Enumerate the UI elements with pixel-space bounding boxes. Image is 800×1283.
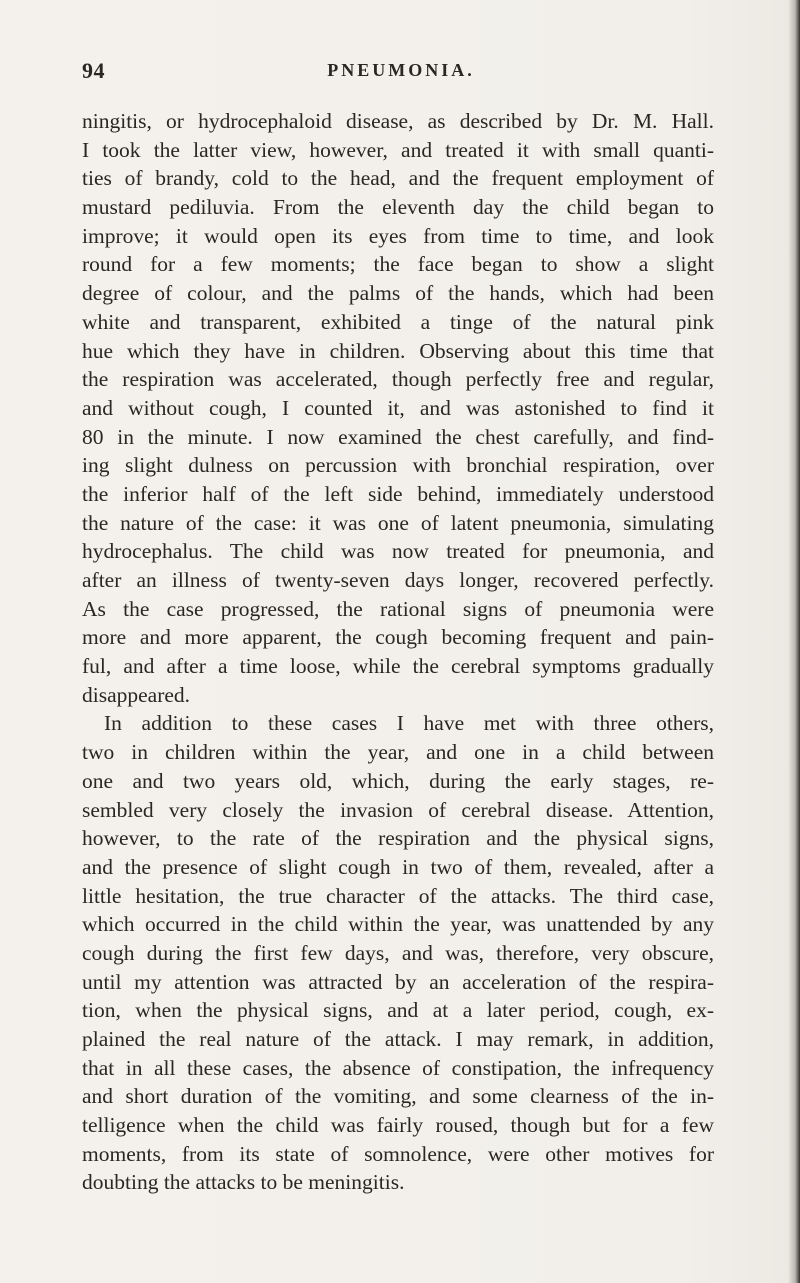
text-line: however, to the rate of the respiration and the physical signs, [82, 826, 714, 851]
text-line: ful, and after a time loose, while the cerebral symptoms gradually [82, 654, 714, 679]
text-line: the inferior half of the left side behind, immediately understood [82, 481, 714, 506]
text-line: after an illness of twenty-seven days longer, recovered perfectly. [82, 568, 714, 592]
text-line: mustard pediluvia. From the eleventh day the child began to [82, 195, 714, 220]
text-line: which occurred in the child within the year, was unattended by any [82, 912, 714, 937]
text-line: plained the real nature of the attack. I may remark, in addition, [82, 1027, 714, 1051]
page-number: 94 [82, 58, 105, 83]
page-header [82, 58, 720, 86]
text-line: and short duration of the vomiting, and some clearness of the in- [82, 1084, 714, 1109]
text-line: telligence when the child was fairly roused, though but for a few [82, 1113, 714, 1138]
text-line: moments, from its state of somnolence, were other motives for [82, 1141, 714, 1166]
text-line: and without cough, I counted it, and was astonished to find it [82, 395, 714, 420]
text-line: white and transparent, exhibited a tinge of the natural pink [82, 309, 714, 334]
body-text [82, 107, 714, 1197]
text-line: more and more apparent, the cough becoming frequent and pain- [82, 625, 714, 650]
paragraph-start-line: In addition to these cases I have met with three others, [104, 711, 714, 736]
text-line: I took the latter view, however, and treated it with small quanti- [82, 137, 714, 162]
text-line: one and two years old, which, during the early stages, re- [82, 768, 714, 793]
text-line: until my attention was attracted by an acceleration of the respira- [82, 969, 714, 994]
text-line: cough during the first few days, and was, therefore, very obscure, [82, 940, 714, 965]
text-line: tion, when the physical signs, and at a later period, cough, ex- [82, 998, 714, 1023]
text-line: that in all these cases, the absence of constipation, the infrequency [82, 1055, 714, 1080]
text-line: round for a few moments; the face began to show a slight [82, 252, 714, 277]
text-line: hue which they have in children. Observing about this time that [82, 338, 714, 363]
text-line: the nature of the case: it was one of latent pneumonia, simulating [82, 510, 714, 535]
page-gutter-shadow [788, 0, 800, 1283]
text-line: little hesitation, the true character of the attacks. The third case, [82, 883, 714, 908]
paragraph-end-line: doubting the attacks to be meningitis. [82, 1170, 405, 1195]
text-line: ties of brandy, cold to the head, and the frequent employment of [82, 166, 714, 191]
text-line: 80 in the minute. I now examined the chest carefully, and find- [82, 424, 714, 449]
text-line: improve; it would open its eyes from time to time, and look [82, 223, 714, 248]
text-line: As the case progressed, the rational signs of pneumonia were [82, 596, 714, 621]
text-line: ningitis, or hydrocephaloid disease, as described by Dr. M. Hall. [82, 109, 714, 133]
text-line: ing slight dulness on percussion with bronchial respiration, over [82, 453, 714, 478]
text-line: the respiration was accelerated, though perfectly free and regular, [82, 367, 714, 392]
text-line: sembled very closely the invasion of cerebral disease. Attention, [82, 797, 714, 822]
running-head: PNEUMONIA. [327, 60, 475, 80]
paragraph-end-line: disappeared. [82, 682, 191, 707]
text-line: two in children within the year, and one in a child between [82, 740, 714, 765]
text-line: and the presence of slight cough in two of them, revealed, after a [82, 854, 714, 879]
text-line: degree of colour, and the palms of the hands, which had been [82, 281, 714, 306]
text-line: hydrocephalus. The child was now treated for pneumonia, and [82, 539, 714, 564]
